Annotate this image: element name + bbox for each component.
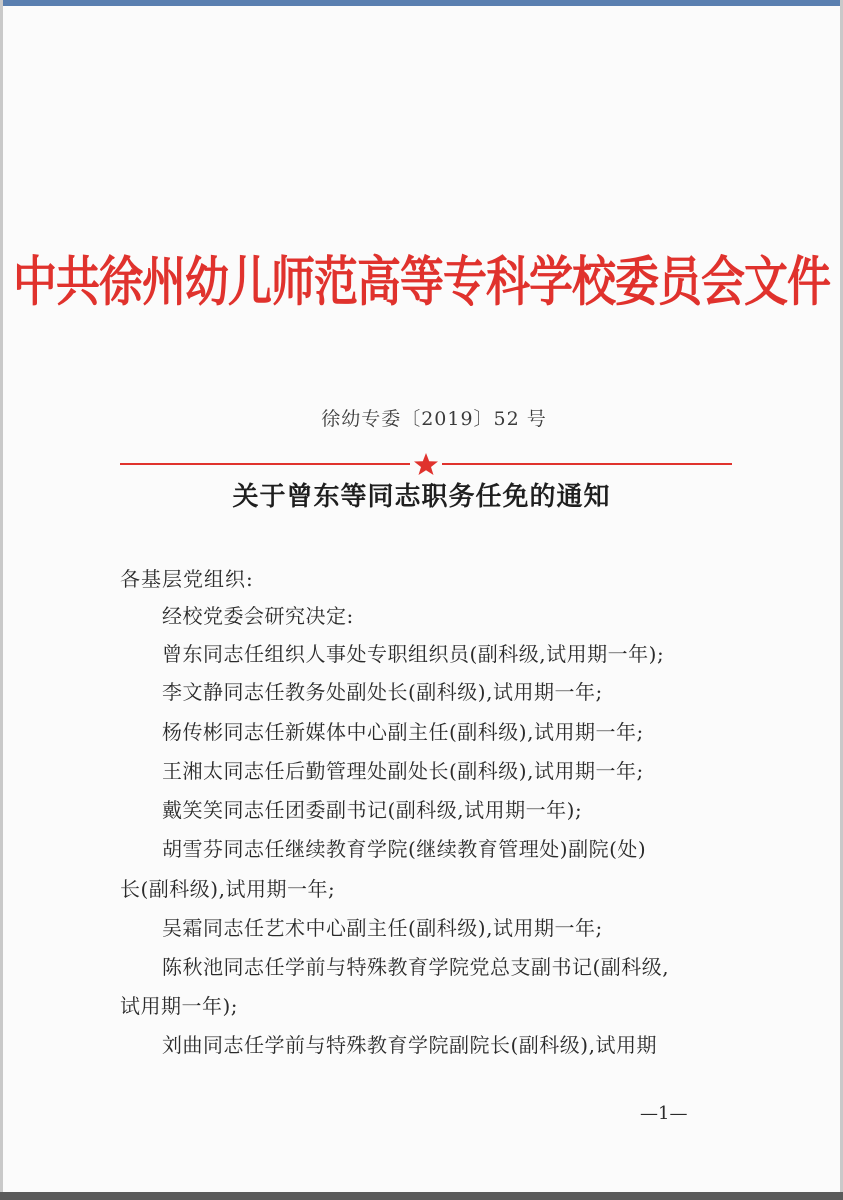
body-line: 王湘太同志任后勤管理处副处长(副科级),试用期一年; bbox=[162, 759, 644, 783]
body-line: 杨传彬同志任新媒体中心副主任(副科级),试用期一年; bbox=[162, 720, 644, 744]
body-line: 戴笑笑同志任团委副书记(副科级,试用期一年); bbox=[162, 798, 583, 822]
body-line: 李文静同志任教务处副处长(副科级),试用期一年; bbox=[162, 680, 603, 704]
scan-left-edge bbox=[0, 0, 3, 1200]
body-line: 经校党委会研究决定: bbox=[162, 604, 354, 628]
page-number: —1— bbox=[640, 1103, 688, 1124]
body-line: 胡雪芬同志任继续教育学院(继续教育管理处)副院(处) bbox=[162, 837, 647, 861]
document-header-title: 中共徐州幼儿师范高等专科学校委员会文件 bbox=[13, 251, 830, 314]
document-number: 徐幼专委〔2019〕52 号 bbox=[321, 408, 547, 430]
star-icon bbox=[414, 453, 438, 475]
body-line: 陈秋池同志任学前与特殊教育学院党总支副书记(副科级, bbox=[162, 955, 670, 979]
body-line: 试用期一年); bbox=[120, 994, 239, 1018]
notice-title: 关于曾东等同志职务任免的通知 bbox=[232, 482, 611, 512]
salutation: 各基层党组织: bbox=[120, 567, 254, 591]
body-line: 吴霜同志任艺术中心副主任(副科级),试用期一年; bbox=[162, 916, 603, 940]
red-divider-with-star bbox=[120, 452, 732, 476]
body-line: 长(副科级),试用期一年; bbox=[120, 877, 336, 901]
body-line: 曾东同志任组织人事处专职组织员(副科级,试用期一年); bbox=[162, 642, 665, 666]
body-line: 刘曲同志任学前与特殊教育学院副院长(副科级),试用期 bbox=[162, 1033, 657, 1057]
scan-top-edge bbox=[0, 0, 843, 6]
scan-bottom-edge bbox=[0, 1192, 843, 1200]
